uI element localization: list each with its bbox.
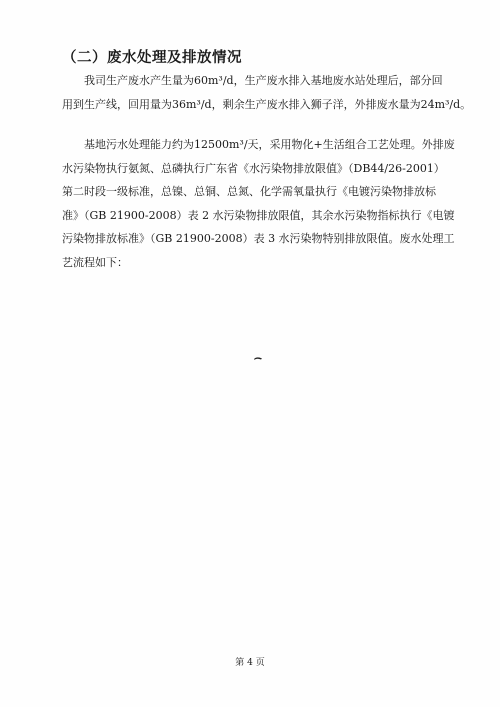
paragraph-line: 第二时段一级标准，总镍、总铜、总氮、化学需氧量执行《电镀污染物排放标: [62, 185, 436, 198]
page-number: 第 4 页: [235, 658, 265, 668]
section-title: （二）废水处理及排放情况: [62, 49, 242, 66]
paragraph-line: 艺流程如下：: [62, 255, 128, 269]
paragraph-treatment-standards: [62, 133, 462, 274]
paragraph-line: 用到生产线，回用量为36m³/d，剩余生产废水排入狮子洋，外排废水量为24m³/d。: [62, 97, 472, 111]
paragraph-discharge-volume: [62, 69, 472, 116]
paragraph-line: 基地污水处理能力约为12500m³/天，采用物化+生活组合工艺处理。外排废: [84, 138, 455, 151]
paragraph-line: 污染物排放标准》（GB 21900-2008）表 3 水污染物特别排放限值。废水处理工: [62, 232, 455, 245]
paragraph-line: 我司生产废水产生量为60m³/d，生产废水排入基地废水站处理后，部分回: [84, 74, 443, 87]
paragraph-line: 准》（GB 21900-2008）表 2 水污染物排放限值，其余水污染物指标执行《电镀: [62, 208, 455, 222]
paragraph-line: 水污染物执行氨氮、总磷执行广东省《水污染物排放限值》（DB44/26-2001）: [62, 161, 445, 175]
scan-speck-mark: [253, 356, 263, 360]
